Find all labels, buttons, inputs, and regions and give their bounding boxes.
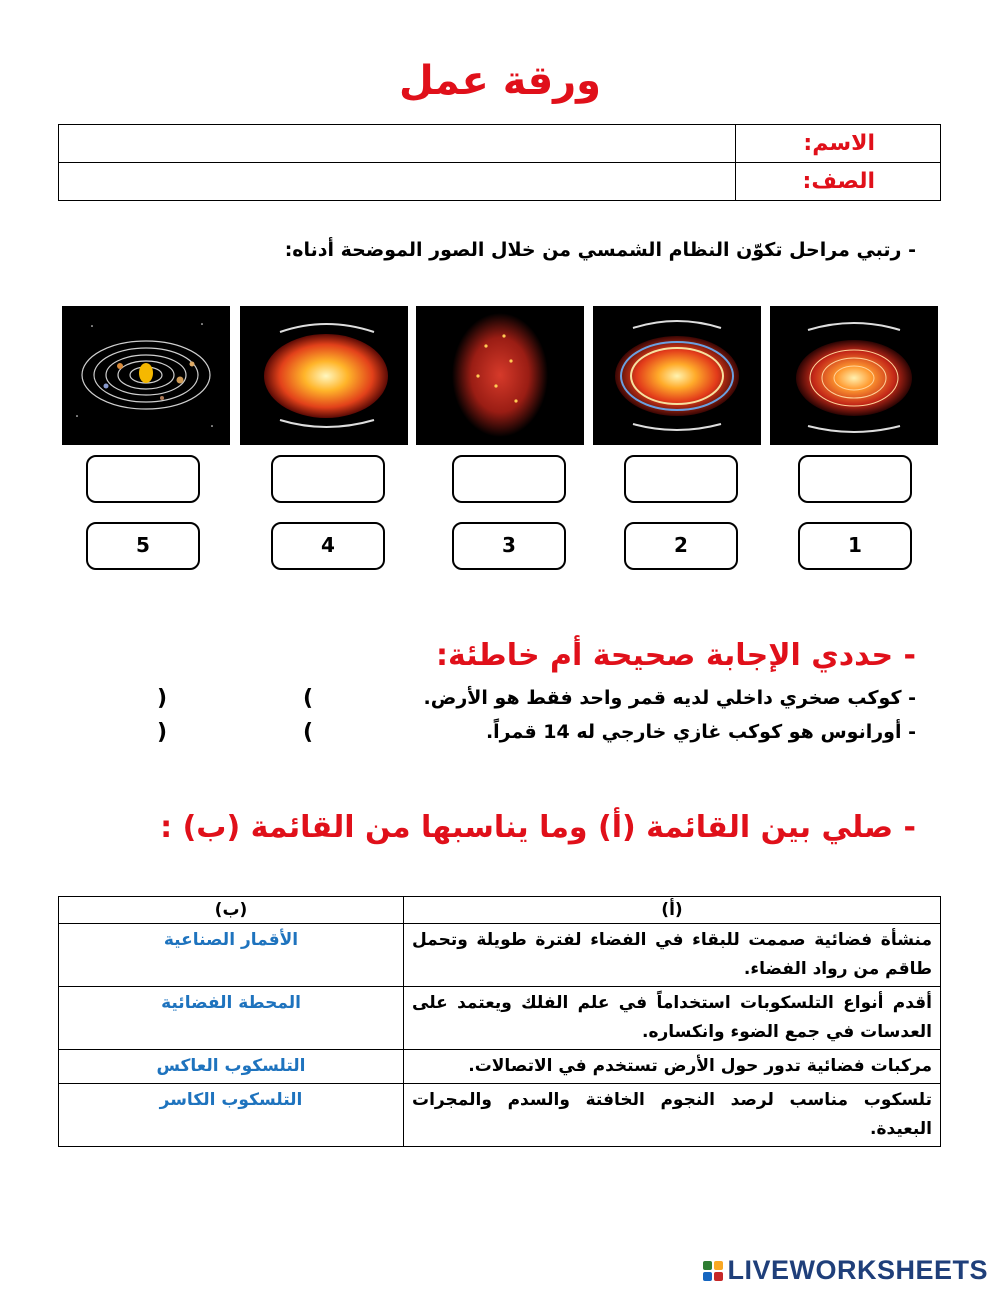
- match-item-a[interactable]: تلسكوب مناسب لرصد النجوم الخافتة والسدم والمجرات البعيدة.: [404, 1084, 941, 1147]
- matching-table: [58, 896, 941, 1147]
- order-answer-box-3[interactable]: [452, 455, 566, 503]
- column-a-header: (أ): [404, 897, 941, 924]
- planetary-system-icon: [62, 306, 230, 445]
- nebula-cloud-icon: [416, 306, 584, 445]
- match-option-b[interactable]: الأقمار الصناعية: [59, 924, 404, 987]
- true-false-statement-2: - أورانوس هو كوكب غازي خارجي له 14 قمراً.: [485, 721, 916, 743]
- match-option-b[interactable]: التلسكوب العاكس: [59, 1050, 404, 1084]
- match-item-a[interactable]: أقدم أنواع التلسكوبات استخداماً في علم الفلك ويعتمد على العدسات في جمع الضوء وانكساره.: [404, 987, 941, 1050]
- name-label: الاسم:: [736, 125, 941, 163]
- stage-number-5: 5: [86, 522, 200, 570]
- match-option-b[interactable]: المحطة الفضائية: [59, 987, 404, 1050]
- stage-number-2: 2: [624, 522, 738, 570]
- match-item-a[interactable]: منشأة فضائية صممت للبقاء في الفضاء لفترة طويلة وتحمل طاقم من رواد الفضاء.: [404, 924, 941, 987]
- match-item-a[interactable]: مركبات فضائية تدور حول الأرض تستخدم في الاتصالات.: [404, 1050, 941, 1084]
- answer-paren-open-1: (: [303, 686, 314, 711]
- stage-number-1: 1: [798, 522, 912, 570]
- name-input-cell[interactable]: [59, 125, 736, 163]
- answer-paren-close-1: ): [157, 686, 168, 711]
- order-answer-box-2[interactable]: [624, 455, 738, 503]
- table-row: [59, 987, 941, 1050]
- stage-number-3: 3: [452, 522, 566, 570]
- order-answer-box-1[interactable]: [798, 455, 912, 503]
- class-label: الصف:: [736, 163, 941, 201]
- class-input-cell[interactable]: [59, 163, 736, 201]
- true-false-answer-2[interactable]: [175, 720, 295, 748]
- table-row: [59, 1050, 941, 1084]
- order-answer-box-5[interactable]: [86, 455, 200, 503]
- page-title: ورقة عمل: [398, 58, 602, 104]
- glowing-disk-icon: [240, 306, 408, 445]
- logo-mark-icon: [703, 1261, 723, 1281]
- table-row: [59, 924, 941, 987]
- column-b-header: (ب): [59, 897, 404, 924]
- student-info-table: [58, 124, 941, 201]
- answer-paren-close-2: ): [157, 720, 168, 745]
- true-false-statement-1: - كوكب صخري داخلي لديه قمر واحد فقط هو الأرض.: [423, 687, 916, 709]
- liveworksheets-logo[interactable]: [703, 1255, 988, 1286]
- answer-paren-open-2: (: [303, 720, 314, 745]
- logo-text: LIVEWORKSHEETS: [727, 1255, 988, 1285]
- table-row: [59, 1084, 941, 1147]
- match-option-b[interactable]: التلسكوب الكاسر: [59, 1084, 404, 1147]
- ringed-disk-icon: [593, 306, 761, 445]
- collapsing-disk-icon: [770, 306, 938, 445]
- true-false-answer-1[interactable]: [175, 686, 295, 714]
- order-answer-box-4[interactable]: [271, 455, 385, 503]
- matching-heading: - صلي بين القائمة (أ) وما يناسبها من القائمة (ب) :: [160, 810, 916, 845]
- stage-number-4: 4: [271, 522, 385, 570]
- true-false-heading: - حددي الإجابة صحيحة أم خاطئة:: [436, 638, 916, 673]
- ordering-instruction: - رتبي مراحل تكوّن النظام الشمسي من خلال الصور الموضحة أدناه:: [284, 239, 916, 261]
